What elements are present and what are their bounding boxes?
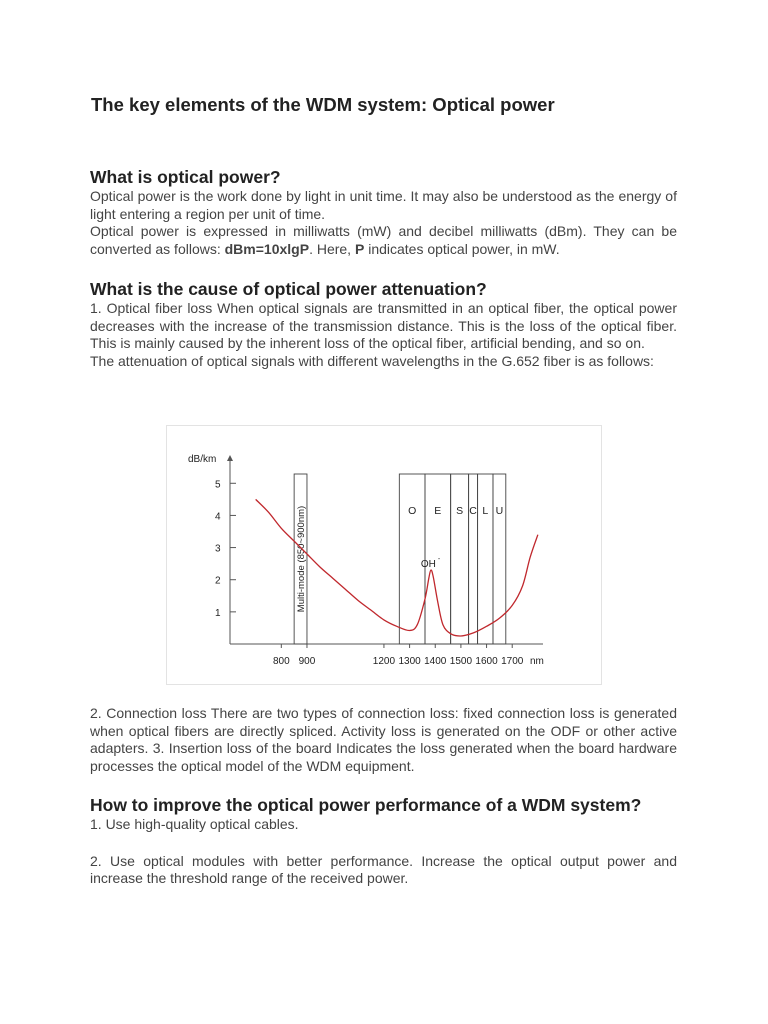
y-tick-label: 1 (215, 607, 221, 619)
paragraph: 2. Use optical modules with better performance. Increase the optical output power and increase the threshold range of the received power. (90, 852, 677, 886)
x-tick-label: 1300 (398, 656, 421, 667)
band-label: O (408, 505, 417, 517)
y-tick-label: 2 (215, 575, 221, 587)
band-label: S (456, 505, 464, 517)
y-tick-label: 4 (215, 511, 221, 523)
x-tick-label: 1700 (501, 656, 524, 667)
formula: dBm=10xlgP (224, 240, 310, 257)
section-heading: What is optical power? (90, 167, 281, 187)
band-label: U (495, 505, 504, 517)
y-axis-arrow (227, 455, 233, 461)
x-tick-label: 1500 (449, 656, 473, 667)
section-heading: What is the cause of optical power attenuation? (90, 279, 487, 299)
x-axis-label: nm (530, 656, 544, 667)
section-what-is-optical-power (90, 167, 677, 258)
section-heading: How to improve the optical power performance of a WDM system? (90, 795, 642, 815)
section-loss-continued (90, 705, 677, 775)
multimode-band-label: Multi-mode (850~900nm) (296, 505, 308, 613)
paragraph: 1. Use high-quality optical cables. (90, 816, 299, 832)
y-tick-label: 5 (215, 479, 221, 491)
text: Optical power is expressed in milliwatts (mW) and decibel milliwatts (dBm). They can be converted as follows: (90, 223, 677, 257)
paragraph: The attenuation of optical signals with different wavelengths in the G.652 fiber is as follows: (90, 352, 654, 369)
x-tick-label: 800 (272, 656, 290, 667)
page-title: The key elements of the WDM system: Optical power (91, 94, 555, 115)
x-tick-label: 1400 (424, 656, 447, 667)
x-tick-label: 1200 (372, 656, 396, 667)
oh-peak-superscript: - (437, 556, 441, 563)
paragraph-formula (90, 223, 677, 258)
paragraph: 2. Connection loss There are two types of connection loss: fixed connection loss is generated when optical fibers are directly spliced. Activity loss is generated on the ODF or other active adapters. 3. Insertion loss of the board Indicates the loss generated when the board hardware processes the optical model of the WDM equipment. (90, 705, 677, 774)
text: . Here, (309, 240, 355, 257)
band-label: E (434, 505, 442, 517)
band-label: L (482, 505, 489, 517)
band-label: C (469, 505, 477, 517)
oh-peak-label: OH (420, 559, 436, 570)
paragraph: Optical power is the work done by light in unit time. It may also be understood as the energy of light entering a region per unit of time. (90, 188, 677, 222)
section-attenuation-cause (90, 279, 677, 370)
y-axis-label: dB/km (188, 454, 217, 465)
chart-svg (167, 426, 601, 684)
x-tick-label: 900 (298, 656, 316, 667)
x-tick-label: 1600 (475, 656, 498, 667)
band-s (451, 474, 469, 644)
variable: P (354, 240, 365, 257)
attenuation-chart (166, 425, 602, 685)
text: indicates optical power, in mW. (364, 240, 560, 257)
y-tick-label: 3 (215, 543, 221, 555)
paragraph: 1. Optical fiber loss When optical signals are transmitted in an optical fiber, the optical power decreases with the increase of the transmission distance. This is the loss of the optical fiber. This is mainly caused by the inherent loss of the optical fiber, artificial bending, and so on. (90, 300, 677, 351)
section-improve-performance (90, 795, 677, 888)
band-l (478, 474, 493, 644)
band-c (469, 474, 478, 644)
